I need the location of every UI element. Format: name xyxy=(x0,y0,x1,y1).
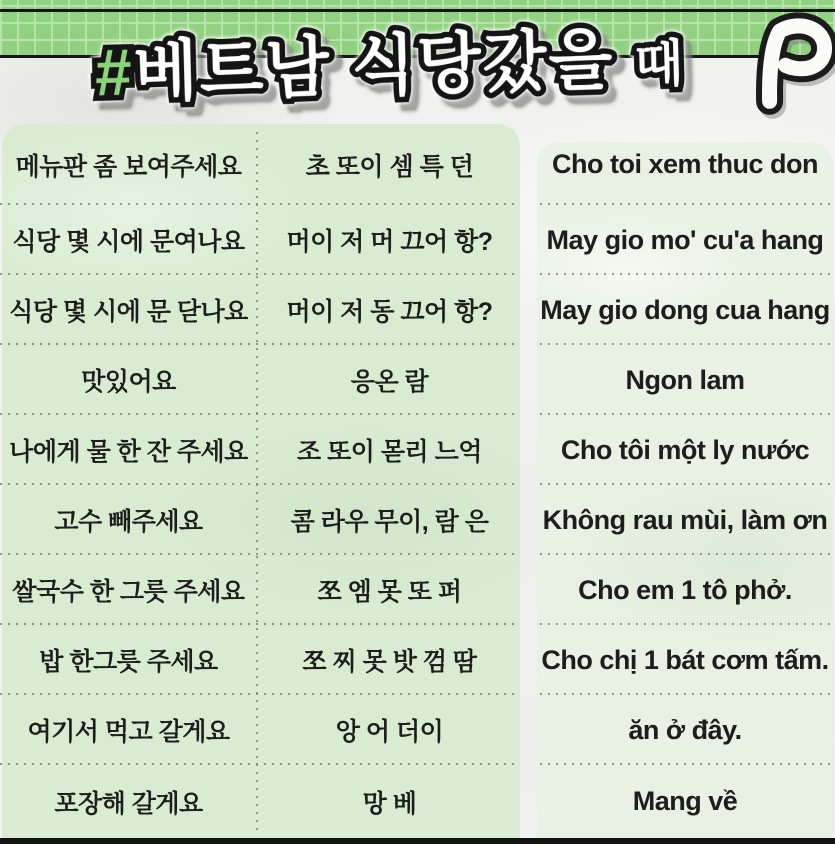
table-row xyxy=(0,765,835,838)
pronunciation-cell: 응온 람 xyxy=(350,368,429,396)
bottom-black-bar xyxy=(0,838,835,844)
vietnamese-cell: ăn ở đây. xyxy=(628,714,742,745)
table-row xyxy=(0,555,835,625)
table-row xyxy=(0,124,835,205)
table-row xyxy=(0,625,835,695)
vietnamese-cell: Không rau mùi, làm ơn xyxy=(542,504,828,535)
korean-phrase-cell: 밥 한그릇 주세요 xyxy=(39,648,218,676)
pronunciation-cell: 쪼 찌 못 밧 껌 땀 xyxy=(302,648,477,676)
vietnamese-cell: May gio mo' cu'a hang xyxy=(546,224,824,255)
korean-phrase-cell: 고수 빼주세요 xyxy=(54,508,203,536)
pronunciation-cell: 망 베 xyxy=(362,789,417,818)
table-row xyxy=(0,485,835,555)
korean-phrase-cell: 식당 몇 시에 문 닫나요 xyxy=(9,298,248,326)
table-row xyxy=(0,275,835,345)
page-title xyxy=(0,10,781,126)
vietnamese-cell: May gio dong cua hang xyxy=(540,294,830,325)
korean-phrase-cell: 메뉴판 좀 보여주세요 xyxy=(15,152,242,181)
vietnamese-cell: Ngon lam xyxy=(625,364,745,395)
vietnamese-cell: Cho tôi một ly nước xyxy=(560,434,810,465)
title-tail: 때 xyxy=(633,35,686,93)
vietnamese-cell: Cho em 1 tô phở. xyxy=(578,574,792,605)
pronunciation-cell: 머이 저 동 끄어 항? xyxy=(286,298,493,326)
table-row xyxy=(0,345,835,415)
p-logo xyxy=(742,6,835,118)
pronunciation-cell: 조 또이 몯리 느억 xyxy=(297,438,482,466)
table-row xyxy=(0,205,835,275)
korean-phrase-cell: 맛있어요 xyxy=(81,368,176,396)
pronunciation-cell: 초 또이 셈 특 던 xyxy=(305,152,474,181)
title-text: 베트남 식당갔을 xyxy=(132,21,636,109)
table-row xyxy=(0,415,835,485)
korean-phrase-cell: 나에게 물 한 잔 주세요 xyxy=(9,438,248,466)
vietnamese-cell: Cho toi xem thuc don xyxy=(552,149,818,179)
korean-phrase-cell: 여기서 먹고 갈게요 xyxy=(27,718,230,746)
pronunciation-cell: 쪼 엠 못 또 퍼 xyxy=(317,578,462,606)
table-row xyxy=(0,695,835,765)
pronunciation-cell: 콤 라우 무이, 람 은 xyxy=(290,508,489,536)
pronunciation-cell: 앙 어 더이 xyxy=(335,718,444,746)
p-logo-icon xyxy=(742,6,835,118)
vietnamese-cell: Mang về xyxy=(632,786,738,816)
korean-phrase-cell: 포장해 갈게요 xyxy=(54,789,203,818)
title-hashtag: # xyxy=(94,34,135,110)
korean-phrase-cell: 쌀국수 한 그릇 주세요 xyxy=(12,578,245,606)
korean-phrase-cell: 식당 몇 시에 문여나요 xyxy=(12,228,245,256)
vietnamese-cell: Cho chị 1 bát cơm tấm. xyxy=(541,644,829,675)
phrase-table xyxy=(0,124,835,838)
pronunciation-cell: 머이 저 머 끄어 항? xyxy=(286,228,493,256)
